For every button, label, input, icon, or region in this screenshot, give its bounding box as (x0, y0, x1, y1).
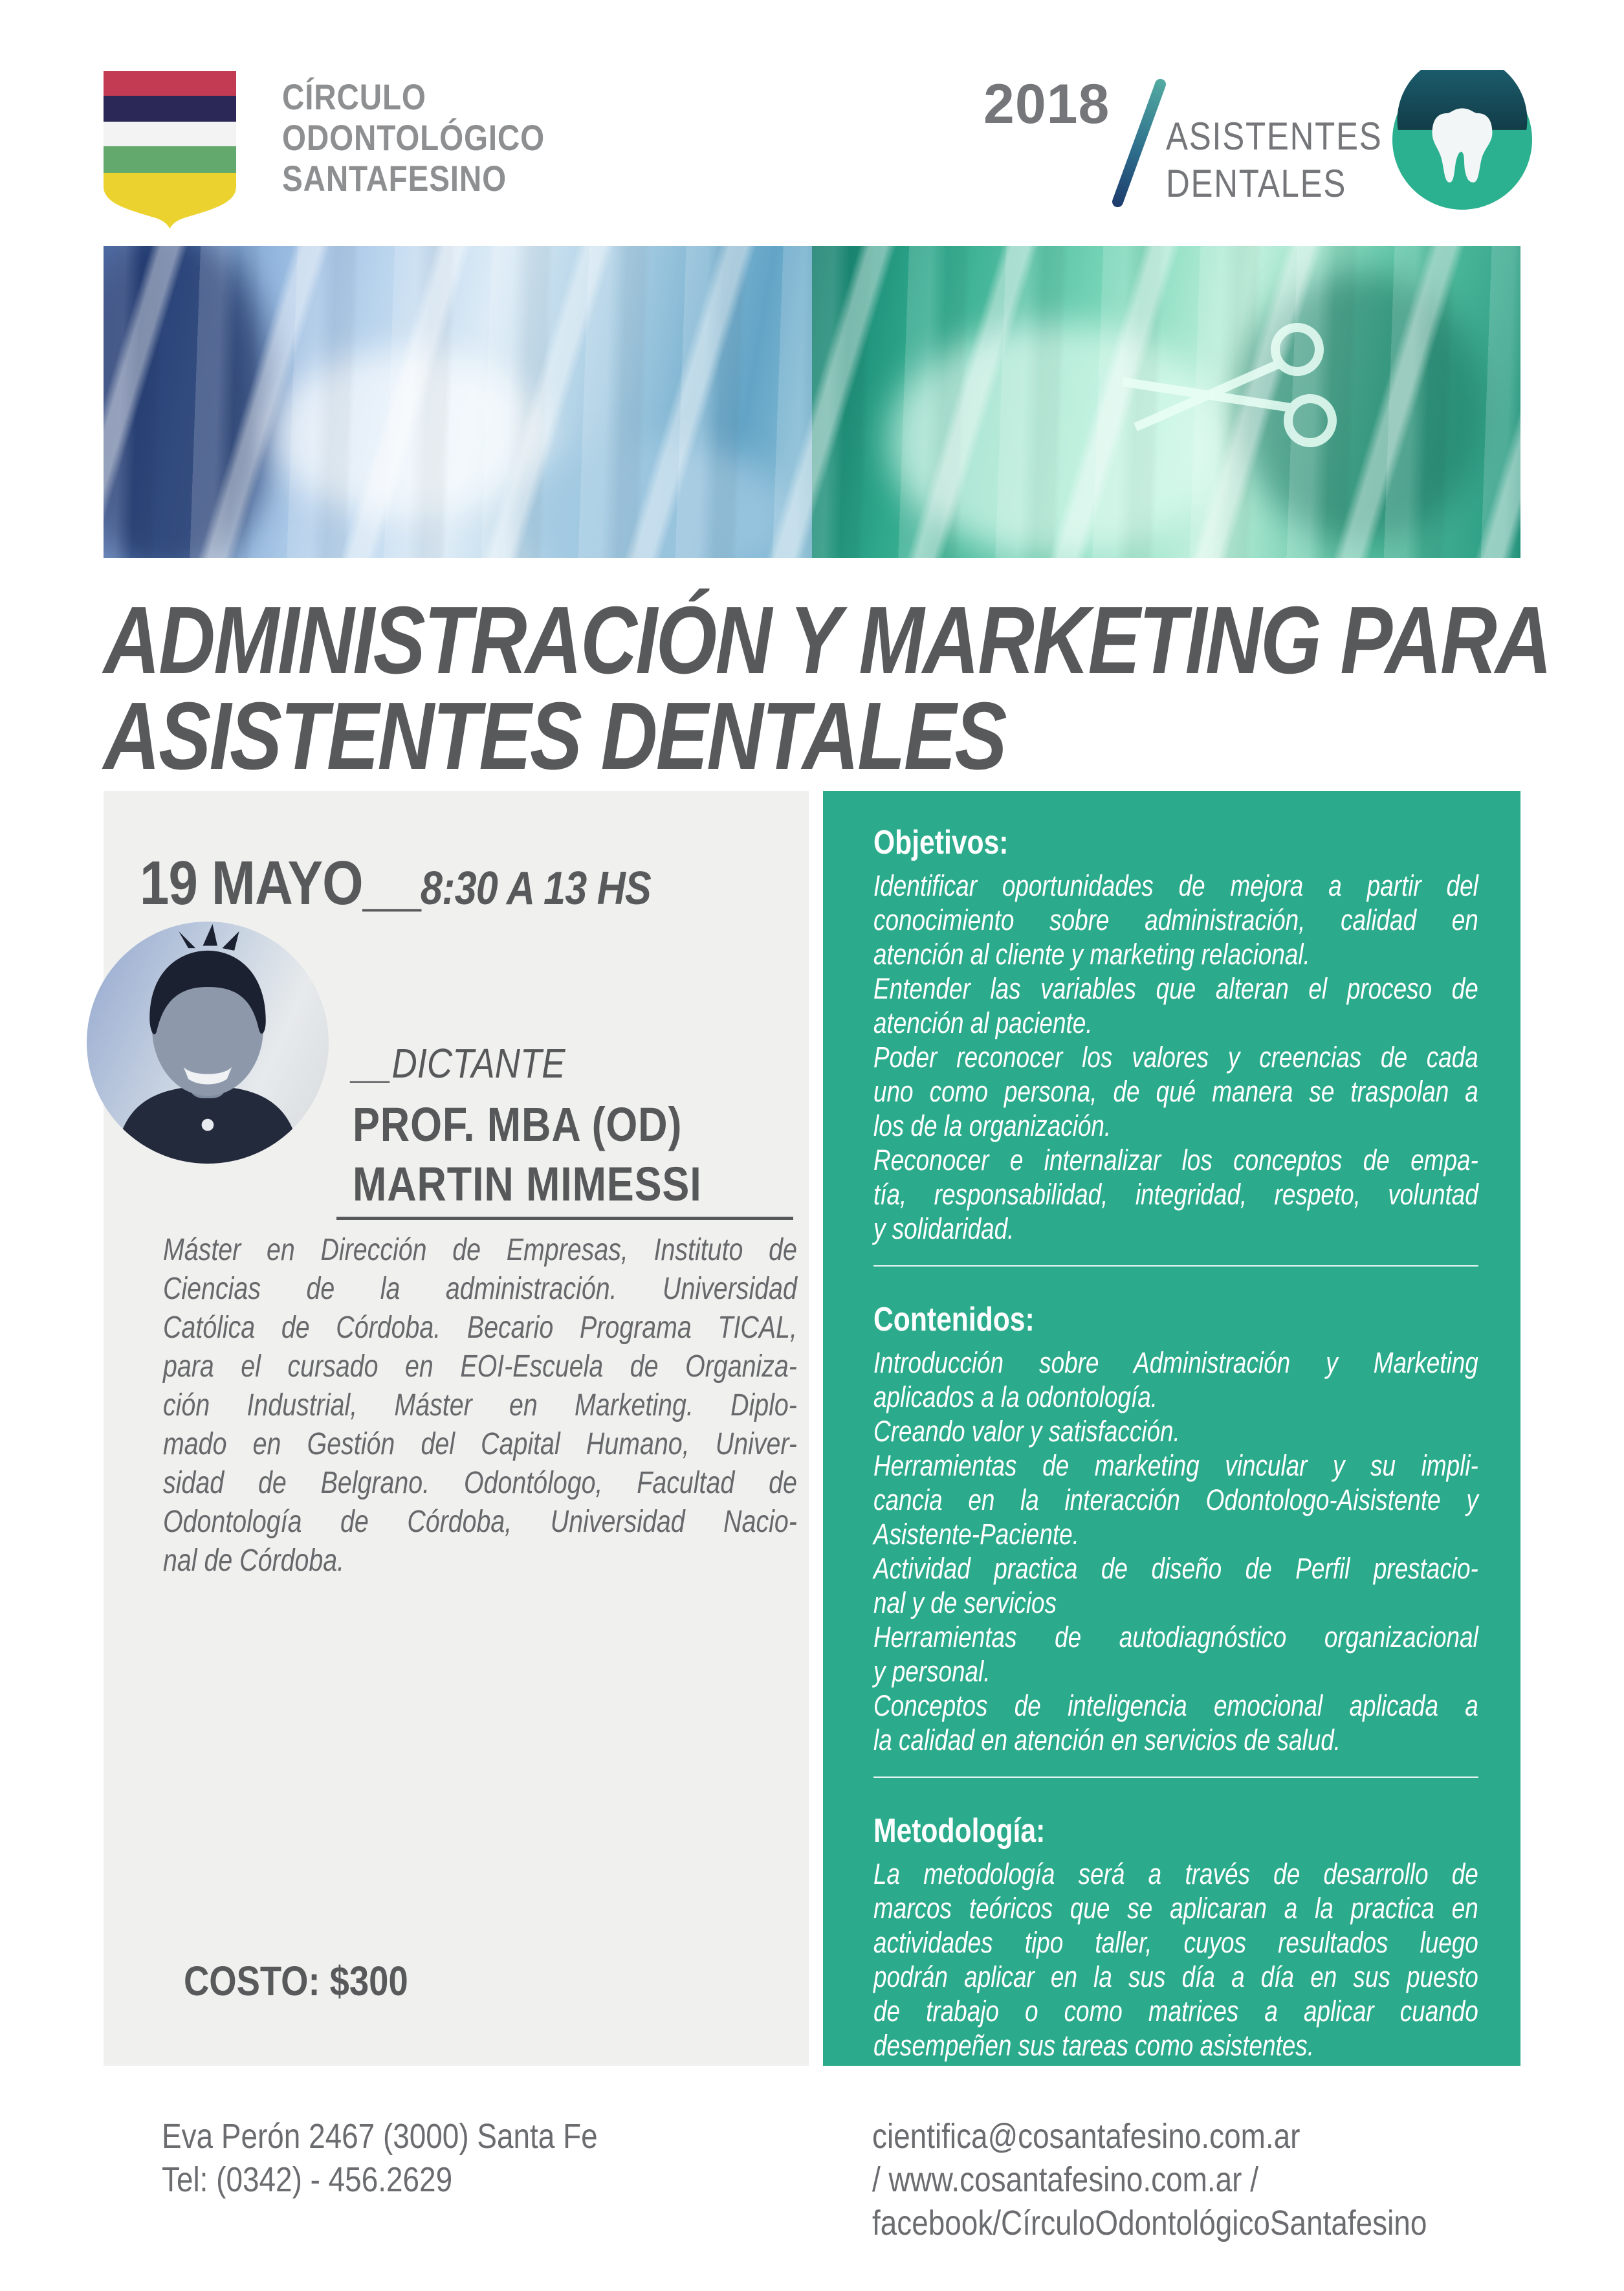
person-silhouette-icon (87, 922, 329, 1164)
text-line: Conceptos de inteligencia emocional aplicada a (873, 1689, 1478, 1722)
paragraph (873, 1143, 1478, 1246)
text-line: Máster en Dirección de Empresas, Instituto de (163, 1233, 797, 1267)
event-time: 8:30 A 13 HS (420, 863, 651, 914)
speaker-bio (163, 1231, 797, 1580)
org-name-line: CÍRCULO (282, 76, 426, 117)
forceps-icon (1097, 304, 1368, 498)
course-sections (873, 823, 1478, 2063)
footer-facebook: facebook/CírculoOdontológicoSantafesino (872, 2204, 1427, 2242)
paragraph (873, 1551, 1478, 1620)
page-title-line: ASISTENTES DENTALES (104, 683, 1005, 790)
org-name-line: SANTAFESINO (282, 158, 507, 199)
text-line: Actividad practica de diseño de Perfil prestacio- (873, 1552, 1478, 1585)
program-name (1166, 113, 1382, 207)
text-line: mado en Gestión del Capital Humano, Univer- (163, 1427, 797, 1461)
paragraph (873, 1620, 1478, 1688)
text-line: Introducción sobre Administración y Marketing (873, 1346, 1478, 1379)
photo-left-blue (104, 246, 812, 558)
speaker-name (353, 1095, 702, 1214)
page-title (104, 587, 1594, 790)
paragraph (873, 1040, 1478, 1143)
footer-address: Eva Perón 2467 (3000) Santa Fe (162, 2117, 598, 2156)
text-line: La metodología será a través de desarrollo de (873, 1857, 1478, 1890)
text-line: Herramientas de autodiagnóstico organizacional (873, 1621, 1478, 1654)
text-line: atención al cliente y marketing relacional. (873, 938, 1310, 971)
text-line: y personal. (873, 1655, 991, 1688)
text-line: los de la organización. (873, 1109, 1112, 1142)
text-line: nal y de servicios (873, 1586, 1057, 1619)
org-name-line: ODONTOLÓGICO (282, 117, 545, 158)
text-line: actividades tipo taller, cuyos resultados luego (873, 1926, 1478, 1959)
program-name-line: DENTALES (1166, 162, 1347, 205)
section-heading: Contenidos: (873, 1301, 1035, 1338)
section-metodologa (873, 1776, 1478, 2063)
text-line: Entender las variables que alteran el proceso de (873, 972, 1478, 1005)
photo-right-green (812, 246, 1520, 558)
paragraph (873, 1345, 1478, 1414)
paragraph (873, 971, 1478, 1040)
text-line: Herramientas de marketing vincular y su impli- (873, 1449, 1478, 1482)
text-line: tía, responsabilidad, integridad, respeto, voluntad (873, 1178, 1478, 1211)
tooth-icon (1392, 70, 1532, 210)
speaker-title-line: PROF. MBA (OD) (353, 1098, 683, 1151)
slash-divider-icon (1111, 77, 1168, 208)
text-line: Católica de Córdoba. Becario Programa TICAL, (163, 1311, 797, 1345)
section-heading: Objetivos: (873, 824, 1009, 861)
section-objetivos (873, 823, 1478, 1246)
event-date: 19 MAYO__ (140, 848, 421, 918)
text-line: nal de Córdoba. (163, 1544, 345, 1578)
text-line: Poder reconocer los valores y creencias de cada (873, 1041, 1478, 1074)
paragraph (873, 1857, 1478, 2063)
text-line: Reconocer e internalizar los conceptos de empa- (873, 1144, 1478, 1177)
footer-phone: Tel: (0342) - 456.2629 (162, 2160, 453, 2199)
text-line: y solidaridad. (873, 1212, 1015, 1245)
text-line: de trabajo o como matrices a aplicar cuando (873, 1995, 1478, 2028)
text-line: conocimiento sobre administración, calidad en (873, 903, 1478, 936)
footer-website: / www.cosantafesino.com.ar / (872, 2160, 1258, 2199)
event-date-row (140, 848, 651, 919)
shield-logo-icon (104, 71, 236, 228)
text-line: ción Industrial, Máster en Marketing. Diplo- (163, 1388, 797, 1422)
header-photo (104, 246, 1520, 558)
section-contenidos (873, 1265, 1478, 1757)
text-line: Creando valor y satisfacción. (873, 1415, 1180, 1448)
text-line: aplicados a la odontología. (873, 1380, 1158, 1413)
text-line: Ciencias de la administración. Universidad (163, 1272, 797, 1306)
page-title-line: ADMINISTRACIÓN Y MARKETING PARA (104, 587, 1551, 694)
text-line: cancia en la interacción Odontologo-Aisistente y (873, 1483, 1478, 1516)
cost-label: COSTO: $300 (184, 1958, 408, 2004)
text-line: para el cursado en EOI-Escuela de Organiza- (163, 1349, 797, 1384)
text-line: sidad de Belgrano. Odontólogo, Facultad de (163, 1466, 797, 1500)
speaker-underline-divider (336, 1217, 793, 1220)
text-line: Odontología de Córdoba, Universidad Nacio- (163, 1505, 797, 1539)
speaker-name-line: MARTIN MIMESSI (353, 1157, 702, 1211)
text-line: Identificar oportunidades de mejora a partir del (873, 869, 1478, 902)
paragraph (873, 869, 1478, 971)
text-line: marcos teóricos que se aplicaran a la practica en (873, 1892, 1478, 1925)
text-line: la calidad en atención en servicios de salud. (873, 1723, 1341, 1756)
program-name-line: ASISTENTES (1166, 115, 1383, 158)
footer-email: cientifica@cosantafesino.com.ar (872, 2117, 1300, 2156)
text-line: atención al paciente. (873, 1006, 1093, 1039)
dictante-label: __DICTANTE (353, 1040, 565, 1087)
org-name (282, 76, 545, 199)
section-heading: Metodología: (873, 1812, 1046, 1850)
paragraph (873, 1414, 1478, 1448)
footer-contact-left (162, 2115, 598, 2202)
text-line: desempeñen sus tareas como asistentes. (873, 2029, 1314, 2062)
speaker-avatar (87, 922, 329, 1164)
paragraph (873, 1688, 1478, 1757)
text-line: Asistente-Paciente. (873, 1518, 1079, 1551)
paragraph (163, 1231, 797, 1580)
footer-contact-right (872, 2115, 1427, 2245)
edition-year: 2018 (983, 73, 1110, 135)
text-line: uno como persona, de qué manera se traspolan a (873, 1075, 1478, 1108)
text-line: podrán aplicar en la sus día a día en sus puesto (873, 1960, 1478, 1993)
paragraph (873, 1448, 1478, 1551)
